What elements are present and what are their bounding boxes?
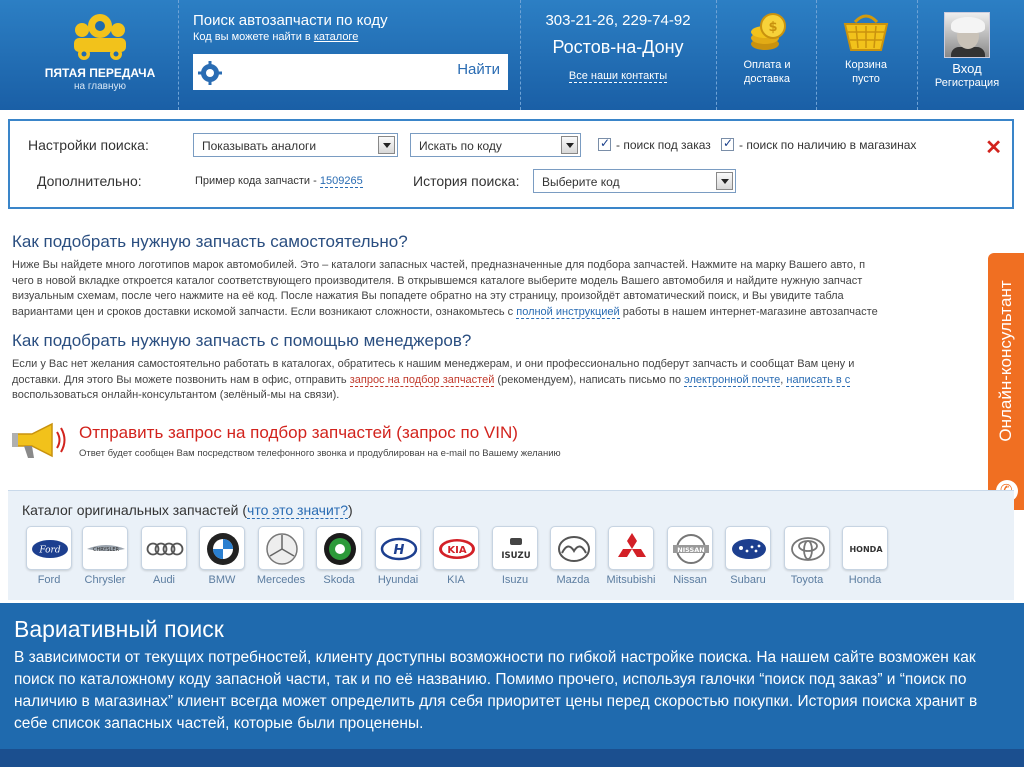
catalog-link[interactable]: каталоге xyxy=(313,31,359,43)
isuzu-logo-icon xyxy=(492,526,538,570)
site-header xyxy=(0,0,1024,110)
sample-code xyxy=(195,175,363,187)
search-block xyxy=(193,12,513,78)
svg-text:KIA: KIA xyxy=(447,545,467,556)
brand-name: Chrysler xyxy=(84,574,126,586)
sample-code-link[interactable]: 1509265 xyxy=(319,175,363,187)
text-line: воспользоваться онлайн-консультантом (зелёный-мы на связи). xyxy=(12,389,340,401)
city-name: Ростов-на-Дону xyxy=(552,37,684,57)
brand-name: Mazda xyxy=(556,574,590,586)
megaphone-icon[interactable] xyxy=(12,420,70,460)
login-link[interactable] xyxy=(919,10,1015,90)
chevron-down-icon xyxy=(378,136,395,154)
payment-label-2: доставка xyxy=(743,73,791,85)
svg-text:Ford: Ford xyxy=(39,545,61,556)
register-label: Регистрация xyxy=(934,77,1000,89)
kia-logo-icon xyxy=(433,526,479,570)
brand-honda[interactable] xyxy=(839,526,891,586)
text-segment: доставки. Для этого Вы можете позвонить нам в офис, отправить xyxy=(12,373,347,386)
header-divider xyxy=(178,0,179,110)
cart-label: Корзина xyxy=(845,59,887,71)
bmw-logo-icon xyxy=(199,526,245,570)
brand-name: Skoda xyxy=(323,574,355,586)
mitsubishi-logo-icon xyxy=(608,526,654,570)
svg-text:ISUZU: ISUZU xyxy=(501,551,531,561)
catalog-title-end: ) xyxy=(347,502,353,518)
managers-text xyxy=(12,357,992,404)
all-contacts-link[interactable]: Все наши контакты xyxy=(568,70,668,82)
brand-ford[interactable] xyxy=(23,526,75,586)
contacts-block xyxy=(522,12,714,84)
vin-request-note: Ответ будет сообщен Вам посредством телефонного звонка и продублирован на e-mail по Вашему желанию xyxy=(79,448,561,459)
cart-status: пусто xyxy=(852,73,880,85)
email-link[interactable]: электронной почте xyxy=(684,373,781,386)
skoda-logo-icon xyxy=(316,526,362,570)
ford-logo-icon xyxy=(26,526,72,570)
logo-home-link[interactable] xyxy=(30,8,170,100)
analogs-select[interactable] xyxy=(193,133,398,157)
what-does-it-mean-link[interactable]: что это значит? xyxy=(247,502,348,518)
parts-request-link[interactable]: запрос на подбор запчастей xyxy=(349,373,495,386)
brand-audi[interactable] xyxy=(138,526,190,586)
bottom-strip xyxy=(0,749,1024,767)
svg-text:HONDA: HONDA xyxy=(849,545,883,554)
avatar xyxy=(944,12,990,58)
original-parts-catalog xyxy=(8,490,1014,600)
login-label: Вход xyxy=(952,61,982,76)
subaru-logo-icon xyxy=(725,526,771,570)
search-hint xyxy=(193,31,513,43)
brand-name: Isuzu xyxy=(501,574,529,586)
search-hint-text: Код вы можете найти в xyxy=(193,31,311,43)
text-line xyxy=(12,305,992,321)
order-search-checkbox[interactable] xyxy=(598,138,611,151)
basket-icon xyxy=(841,10,891,54)
header-divider xyxy=(917,0,918,110)
gear-icon xyxy=(198,61,222,85)
header-divider xyxy=(716,0,717,110)
header-divider xyxy=(520,0,521,110)
history-label: История поиска: xyxy=(413,173,520,189)
brand-name: BMW xyxy=(208,574,236,586)
brand-name: KIA xyxy=(447,574,465,586)
payment-label-1: Оплата и xyxy=(743,59,791,71)
payment-delivery-link[interactable] xyxy=(719,10,815,86)
history-select-value: Выберите код xyxy=(542,175,620,189)
brand-isuzu[interactable] xyxy=(489,526,541,586)
extra-settings-label: Дополнительно: xyxy=(37,173,142,189)
hyundai-logo-icon xyxy=(375,526,421,570)
svg-text:$: $ xyxy=(768,20,778,35)
header-divider xyxy=(816,0,817,110)
online-consultant-label: Онлайн-консультант xyxy=(996,280,1015,442)
brand-mercedes[interactable] xyxy=(255,526,307,586)
logo-gears-icon xyxy=(60,8,140,64)
brand-toyota[interactable] xyxy=(781,526,833,586)
vin-request-link[interactable]: Отправить запрос на подбор запчастей (запрос по VIN) xyxy=(79,423,518,442)
brand-name: Subaru xyxy=(730,574,766,586)
search-button[interactable]: Найти xyxy=(457,61,500,78)
text-line: чего в новой вкладке откроется каталог соответствующего производителя. В открывшемся каталоге выберите модель Вашего автомобиля и найдите нужную запчаст xyxy=(12,274,863,287)
brand-mazda[interactable] xyxy=(547,526,599,586)
section-heading-self: Как подобрать нужную запчасть самостоятельно? xyxy=(12,232,408,251)
chevron-down-icon xyxy=(716,172,733,190)
caption-panel xyxy=(0,603,1024,767)
cart-link[interactable] xyxy=(818,10,914,86)
brand-name: Toyota xyxy=(790,574,824,586)
svg-text:NISSAN: NISSAN xyxy=(677,546,705,554)
close-icon[interactable]: ✕ xyxy=(985,137,1002,159)
svg-text:CHRYSLER: CHRYSLER xyxy=(92,547,120,553)
analogs-select-value: Показывать аналоги xyxy=(202,139,317,153)
write-link[interactable]: написать в с xyxy=(786,373,851,386)
sample-code-label: Пример кода запчасти - xyxy=(195,175,317,187)
caption-text: В зависимости от текущих потребностей, клиенту доступны возможности по гибкой настройке поиска. На нашем сайте возможен как поиск по каталожному коду запасной части, так и по её названию. Помимо прочего, используя галочки “поиск под заказ” и “поиск по наличию в магазинах” клиент всегда может определить для себя приоритет цены перед скоростью покупки. История поиска хранит в себе список запасных частей, которые были проценены. xyxy=(14,649,978,732)
phone-numbers: 303-21-26, 229-74-92 xyxy=(545,12,691,29)
stock-search-label: - поиск по наличию в магазинах xyxy=(739,138,917,152)
search-by-select[interactable] xyxy=(410,133,581,157)
search-box xyxy=(193,54,508,90)
order-search-label: - поиск под заказ xyxy=(616,138,711,152)
brand-name: Ford xyxy=(37,574,61,586)
brand-name: Hyundai xyxy=(377,574,419,586)
brand-name: Honda xyxy=(848,574,882,586)
catalog-title xyxy=(22,502,353,518)
chrysler-logo-icon xyxy=(82,526,128,570)
text-line: Если у Вас нет желания самостоятельно работать в каталогах, обратитесь к нашим менеджерам, и они профессионально подберут запчасть и сообщат Вам цену и xyxy=(12,358,855,370)
text-segment: работы в нашем интернет-магазине автозапчасте xyxy=(622,305,878,318)
brand-hyundai[interactable] xyxy=(372,526,424,586)
brand-name: Nissan xyxy=(673,574,707,586)
search-by-select-value: Искать по коду xyxy=(419,139,502,153)
search-settings-label: Настройки поиска: xyxy=(28,137,149,153)
honda-logo-icon xyxy=(842,526,888,570)
brand-nissan[interactable] xyxy=(664,526,716,586)
text-segment: вариантами цен и сроков доставки искомой запчасти. Если возникают сложности, ознакомьтесь с xyxy=(12,305,514,318)
catalog-title-text: Каталог оригинальных запчастей ( xyxy=(22,502,248,518)
toyota-logo-icon xyxy=(784,526,830,570)
brand-name: Mitsubishi xyxy=(606,574,656,586)
stock-search-checkbox[interactable] xyxy=(721,138,734,151)
caption-title: Вариативный поиск xyxy=(14,616,224,642)
brand-bmw[interactable] xyxy=(196,526,248,586)
online-consultant-tab[interactable] xyxy=(988,253,1024,510)
brand-subaru[interactable] xyxy=(722,526,774,586)
coins-icon xyxy=(745,10,789,54)
chevron-down-icon xyxy=(561,136,578,154)
search-settings-panel xyxy=(8,119,1014,209)
svg-text:H: H xyxy=(393,543,405,558)
history-select[interactable] xyxy=(533,169,736,193)
mazda-logo-icon xyxy=(550,526,596,570)
text-segment: , xyxy=(780,373,784,386)
logo-subtitle: на главную xyxy=(73,81,127,92)
text-segment: (рекомендуем), написать письмо по xyxy=(497,373,682,386)
search-input[interactable] xyxy=(229,58,429,86)
logo-title: ПЯТАЯ ПЕРЕДАЧА xyxy=(44,66,156,80)
brand-skoda[interactable] xyxy=(313,526,365,586)
mercedes-logo-icon xyxy=(258,526,304,570)
section-heading-managers: Как подобрать нужную запчасть с помощью менеджеров? xyxy=(12,331,472,350)
brand-name: Mercedes xyxy=(256,574,306,586)
full-instructions-link[interactable]: полной инструкцией xyxy=(516,305,620,318)
self-selection-text xyxy=(12,258,992,320)
text-line: визуальным схемам, после чего нажмите на её код. После нажатия Вы попадете обратно на эту страницу, произойдёт автоматический поиск, и Вы увидите табла xyxy=(12,290,844,302)
text-line: Ниже Вы найдете много логотипов марок автомобилей. Это – каталоги запасных частей, предназначенные для подбора запчастей. Нажмите на марку Вашего авто, п xyxy=(12,259,866,271)
brand-name: Audi xyxy=(152,574,176,586)
brand-mitsubishi[interactable] xyxy=(605,526,657,586)
text-line xyxy=(12,373,992,389)
brand-chrysler[interactable] xyxy=(79,526,131,586)
search-title: Поиск автозапчасти по коду xyxy=(193,12,388,29)
brand-kia[interactable] xyxy=(430,526,482,586)
nissan-logo-icon xyxy=(667,526,713,570)
audi-logo-icon xyxy=(141,526,187,570)
